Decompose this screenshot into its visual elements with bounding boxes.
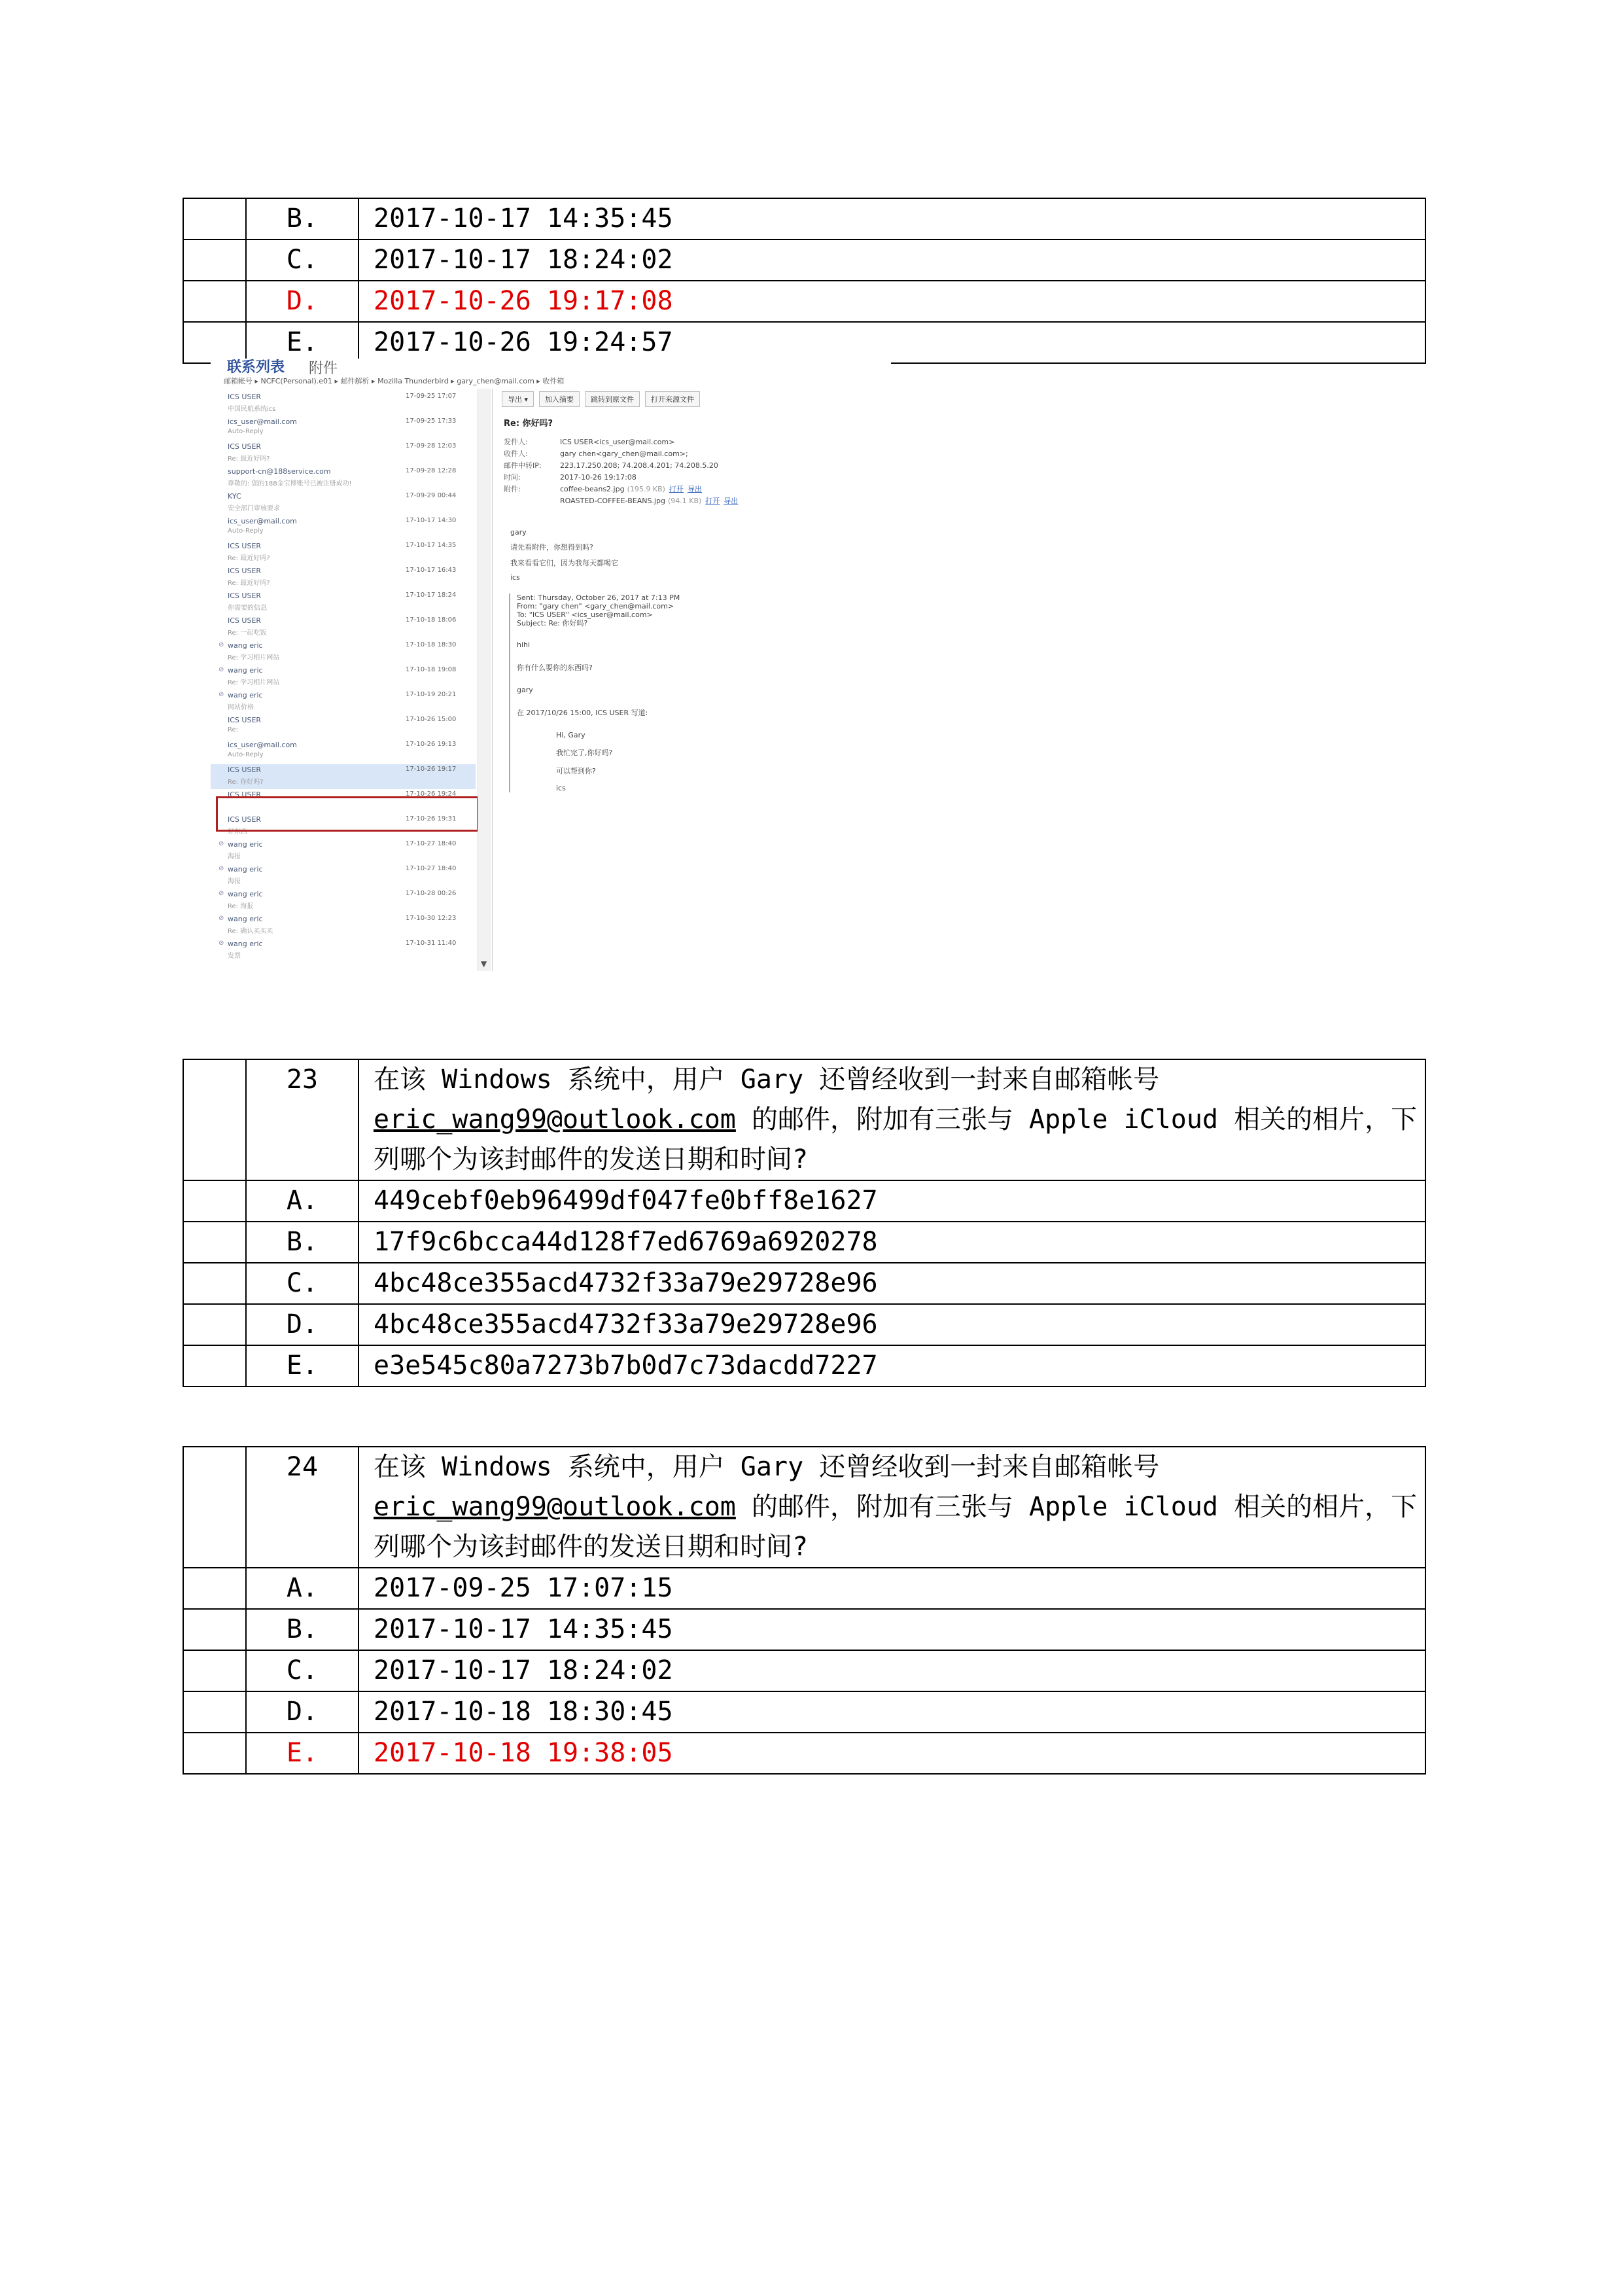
question-row: [183, 1059, 1425, 1180]
date: 17-10-26 15:00: [406, 716, 457, 723]
subject: Re: 确认买买买: [228, 928, 273, 935]
subject: 好东西: [228, 828, 247, 836]
question-line-2: 的邮件，附加有三张与 Apple iCloud 相关的相片，下: [735, 1104, 1418, 1135]
quote-header-line: From: "gary chen" <gary_chen@mail.com>: [517, 602, 674, 610]
meta-value: gary chen<gary_chen@mail.com>;: [560, 450, 688, 458]
sender: wang eric: [228, 691, 263, 699]
date: 17-09-29 00:44: [406, 492, 457, 499]
reading-pane: [504, 411, 870, 800]
subject: 你需要的信息: [228, 605, 267, 612]
option-value: 2017-10-17 18:24:02: [358, 239, 1425, 281]
list-item[interactable]: [211, 540, 476, 565]
option-value: 2017-10-17 14:35:45: [358, 1609, 1425, 1650]
blank-cell: [183, 1059, 246, 1180]
quote-line: 你有什么要你的东西吗?: [517, 663, 593, 672]
question-text: [358, 1447, 1425, 1568]
quote-header-line: Subject: Re: 你好吗?: [517, 619, 588, 627]
option-row: [183, 281, 1425, 322]
meta-row: [504, 472, 870, 484]
date: 17-09-25 17:33: [406, 417, 457, 425]
sender: ics_user@mail.com: [228, 417, 297, 426]
blank-cell: [183, 1180, 246, 1222]
date: 17-09-25 17:07: [406, 393, 457, 400]
blank-cell: [183, 1304, 246, 1345]
attachment-icon: ⊘: [218, 915, 224, 922]
option-label: D.: [246, 1691, 358, 1733]
question-line-2: 的邮件，附加有三张与 Apple iCloud 相关的相片，下: [735, 1492, 1418, 1522]
selected-message-highlight: [216, 796, 479, 832]
list-item[interactable]: [211, 590, 476, 615]
sender: ICS USER: [228, 542, 262, 550]
question-row: [183, 1447, 1425, 1568]
question-number: 24: [246, 1447, 358, 1568]
question-line-3: 列哪个为该封邮件的发送日期和时间?: [374, 1532, 809, 1562]
date: 17-10-30 12:23: [406, 915, 457, 922]
option-row: [183, 239, 1425, 281]
question-24-table: [183, 1446, 1426, 1775]
subject: Re: 最近好吗?: [228, 455, 270, 463]
attachment-icon: ⊘: [218, 666, 224, 673]
blank-cell: [183, 1568, 246, 1609]
message-body: [504, 528, 870, 582]
date: 17-09-28 12:28: [406, 467, 457, 474]
sender: ICS USER: [228, 616, 262, 625]
date: 17-10-17 14:30: [406, 517, 457, 524]
meta-value: 223.17.250.208; 74.208.4.201; 74.208.5.20: [560, 461, 718, 470]
subject: Auto-Reply: [228, 527, 264, 535]
option-row: [183, 1180, 1425, 1222]
sender: wang eric: [228, 641, 263, 650]
attachment-icon: ⊘: [218, 840, 224, 847]
toolbar-button[interactable]: 导出 ▾: [502, 391, 534, 407]
subject: 尊敬的: 您的188金宝博账号已被注册成功!: [228, 480, 352, 487]
list-item[interactable]: [211, 889, 476, 913]
export-link[interactable]: 导出: [687, 485, 702, 493]
body-line: gary: [510, 528, 527, 537]
inner-quote-body: [556, 731, 870, 792]
question-line-3: 列哪个为该封邮件的发送日期和时间?: [374, 1144, 809, 1174]
subject: 网站价格: [228, 704, 254, 711]
attachment-icon: ⊘: [218, 890, 224, 897]
email-address: eric_wang99@outlook.com: [374, 1104, 736, 1135]
sender: ICS USER: [228, 592, 262, 600]
blank-cell: [183, 198, 246, 239]
list-item[interactable]: [211, 466, 476, 491]
blank-cell: [183, 1222, 246, 1263]
quote-line: hihi: [517, 641, 531, 649]
option-label: C.: [246, 1650, 358, 1691]
date: 17-10-26 19:13: [406, 741, 457, 748]
email-address: eric_wang99@outlook.com: [374, 1492, 736, 1522]
date: 17-09-28 12:03: [406, 442, 457, 450]
blank-cell: [183, 1447, 246, 1568]
blank-cell: [183, 1263, 246, 1304]
question-text: [358, 1059, 1425, 1180]
subject: 中国民航系统ics: [228, 406, 276, 413]
question-number: 23: [246, 1059, 358, 1180]
contacts-tab-label: 联系列表: [227, 359, 285, 376]
date: 17-10-27 18:40: [406, 865, 457, 872]
mail-client-screenshot: [211, 359, 891, 974]
option-row: [183, 1691, 1425, 1733]
inner-quote-header: 在 2017/10/26 15:00, ICS USER 写道:: [517, 709, 648, 717]
subject: Re: 你好吗?: [228, 779, 264, 786]
sender: support-cn@188service.com: [228, 467, 331, 476]
subject: 安全部门审核要求: [228, 505, 280, 512]
list-item[interactable]: [211, 913, 476, 938]
option-label: D.: [246, 1304, 358, 1345]
quote-header: [517, 593, 870, 627]
meta-key: 收件人:: [504, 450, 528, 458]
option-value: e3e545c80a7273b7b0d7c73dacdd7227: [358, 1345, 1425, 1386]
option-value: 4bc48ce355acd4732f33a79e29728e96: [358, 1304, 1425, 1345]
list-item[interactable]: [211, 715, 476, 739]
option-label: B.: [246, 198, 358, 239]
sender: ICS USER: [228, 766, 262, 774]
inner-line: 我忙完了,你好吗?: [556, 749, 613, 757]
option-value: 17f9c6bcca44d128f7ed6769a6920278: [358, 1222, 1425, 1263]
date: 17-10-31 11:40: [406, 940, 457, 947]
subject: Re: 最近好吗?: [228, 555, 270, 562]
sender: KYC: [228, 492, 241, 501]
meta-row: [504, 436, 870, 448]
sender: wang eric: [228, 940, 263, 948]
list-item[interactable]: [211, 565, 476, 590]
option-label: A.: [246, 1180, 358, 1222]
list-item[interactable]: [211, 864, 476, 889]
option-label: E.: [246, 1345, 358, 1386]
attachment-size: (195.9 KB): [627, 485, 665, 493]
list-item[interactable]: [211, 665, 476, 690]
date: 17-10-26 19:31: [406, 815, 457, 822]
option-value: 2017-10-26 19:17:08: [358, 281, 1425, 322]
option-row: [183, 1304, 1425, 1345]
quote-header-line: Sent: Thursday, October 26, 2017 at 7:13 PM: [517, 593, 680, 602]
list-item[interactable]: [211, 764, 476, 789]
blank-cell: [183, 1345, 246, 1386]
list-item[interactable]: [211, 640, 476, 665]
toolbar-button[interactable]: 加入摘要: [539, 391, 580, 407]
attachment-row: [504, 484, 870, 495]
top-options-table: [183, 198, 1426, 364]
option-value: 2017-09-25 17:07:15: [358, 1568, 1425, 1609]
attachment-name: ROASTED-COFFEE-BEANS.jpg: [560, 497, 665, 505]
question-line-1: 在该 Windows 系统中，用户 Gary 还曾经收到一封来自邮箱帐号: [374, 1452, 1160, 1482]
option-row: [183, 322, 1425, 363]
body-line: ics: [510, 573, 520, 582]
blank-cell: [183, 1609, 246, 1650]
quote-header-line: To: "ICS USER" <ics_user@mail.com>: [517, 610, 653, 619]
subject: Re: 最近好吗?: [228, 580, 270, 587]
date: 17-10-17 18:24: [406, 592, 457, 599]
date: 17-10-19 20:21: [406, 691, 457, 698]
option-label: B.: [246, 1222, 358, 1263]
subject: Re: 学习相片网站: [228, 654, 280, 662]
sender: ICS USER: [228, 790, 262, 799]
subject: Re: 海报: [228, 903, 254, 910]
toolbar-button[interactable]: 打开来源文件: [645, 391, 700, 407]
export-link[interactable]: 导出: [724, 497, 739, 505]
inner-line: Hi, Gary: [556, 731, 585, 739]
subject: Re: 一起吃饭: [228, 629, 267, 637]
option-row: [183, 198, 1425, 239]
list-item[interactable]: [211, 938, 476, 963]
subject: 海报: [228, 878, 241, 885]
blank-cell: [183, 322, 246, 363]
sender: wang eric: [228, 865, 263, 874]
list-item[interactable]: [211, 739, 476, 764]
open-link[interactable]: 打开: [705, 497, 720, 505]
subject: Auto-Reply: [228, 428, 264, 435]
option-label: C.: [246, 1263, 358, 1304]
option-label: E.: [246, 1733, 358, 1774]
attachment-key: 附件:: [504, 485, 521, 493]
attachments-tab-label: 附件: [309, 361, 338, 377]
quoted-message: [509, 593, 870, 792]
date: 17-10-18 18:06: [406, 616, 457, 624]
body-line: 请先看附件，你想得到吗?: [510, 543, 593, 552]
sender: ICS USER: [228, 716, 262, 724]
option-row: [183, 1263, 1425, 1304]
date: 17-10-26 19:17: [406, 766, 457, 773]
open-link[interactable]: 打开: [669, 485, 684, 493]
inner-line: 可以帮到你?: [556, 767, 596, 775]
sender: wang eric: [228, 840, 263, 849]
attachment-row: [504, 495, 870, 507]
date: 17-10-27 18:40: [406, 840, 457, 847]
subject: Re: 学习相片网站: [228, 679, 280, 686]
message-list: [211, 389, 493, 971]
body-line: 我来看看它们，因为我每天都喝它: [510, 559, 618, 567]
scroll-down-icon[interactable]: ▼: [481, 959, 487, 968]
option-row: [183, 1222, 1425, 1263]
message-subject: Re: 你好吗?: [504, 419, 553, 429]
option-row: [183, 1568, 1425, 1609]
option-label: B.: [246, 1609, 358, 1650]
option-value: 449cebf0eb96499df047fe0bff8e1627: [358, 1180, 1425, 1222]
meta-key: 发件人:: [504, 438, 528, 446]
sender: ICS USER: [228, 815, 262, 824]
list-item[interactable]: [211, 615, 476, 640]
option-row: [183, 1650, 1425, 1691]
toolbar-button[interactable]: 跳转到原文件: [585, 391, 640, 407]
subject: 发票: [228, 953, 241, 960]
option-value: 2017-10-18 19:38:05: [358, 1733, 1425, 1774]
sender: ICS USER: [228, 393, 262, 401]
list-item[interactable]: [211, 839, 476, 864]
option-label: C.: [246, 239, 358, 281]
blank-cell: [183, 1691, 246, 1733]
subject: Re:: [228, 726, 239, 733]
sender: ics_user@mail.com: [228, 517, 297, 525]
attachment-icon: ⊘: [218, 865, 224, 872]
attachment-icon: ⊘: [218, 691, 224, 698]
sender: ICS USER: [228, 442, 262, 451]
attachment-icon: ⊘: [218, 940, 224, 947]
option-value: 4bc48ce355acd4732f33a79e29728e96: [358, 1263, 1425, 1304]
quote-line: gary: [517, 686, 533, 694]
inner-line: ics: [556, 784, 566, 792]
option-row: [183, 1345, 1425, 1386]
attachment-size: (94.1 KB): [667, 497, 702, 505]
list-item[interactable]: [211, 441, 476, 466]
sender: ICS USER: [228, 567, 262, 575]
meta-row: [504, 448, 870, 460]
blank-cell: [183, 1733, 246, 1774]
list-item[interactable]: [211, 391, 476, 416]
sender: wang eric: [228, 890, 263, 898]
list-item[interactable]: [211, 516, 476, 540]
blank-cell: [183, 239, 246, 281]
date: 17-10-18 19:08: [406, 666, 457, 673]
breadcrumb: 邮箱帐号 ▸ NCFC(Personal).e01 ▸ 邮件解析 ▸ Mozilla Thunderbird ▸ gary_chen@mail.com ▸ 收件箱: [224, 377, 565, 385]
date: 17-10-18 18:30: [406, 641, 457, 648]
list-scrollbar[interactable]: [478, 389, 491, 971]
sender: wang eric: [228, 915, 263, 923]
option-value: 2017-10-18 18:30:45: [358, 1691, 1425, 1733]
blank-cell: [183, 1650, 246, 1691]
sender: wang eric: [228, 666, 263, 675]
date: 17-10-26 19:24: [406, 790, 457, 798]
date: 17-10-17 16:43: [406, 567, 457, 574]
reader-toolbar: [502, 391, 705, 407]
meta-value: ICS USER<ics_user@mail.com>: [560, 438, 675, 446]
option-label: D.: [246, 281, 358, 322]
list-item[interactable]: [211, 491, 476, 516]
meta-value: 2017-10-26 19:17:08: [560, 473, 637, 482]
date: 17-10-17 14:35: [406, 542, 457, 549]
option-value: 2017-10-17 14:35:45: [358, 198, 1425, 239]
option-value: 2017-10-17 18:24:02: [358, 1650, 1425, 1691]
option-label: E.: [246, 322, 358, 363]
message-meta: [504, 436, 870, 484]
date: 17-10-28 00:26: [406, 890, 457, 897]
meta-key: 时间:: [504, 473, 521, 482]
blank-cell: [183, 281, 246, 322]
meta-row: [504, 460, 870, 472]
sender: ics_user@mail.com: [228, 741, 297, 749]
option-label: A.: [246, 1568, 358, 1609]
option-row: [183, 1609, 1425, 1650]
attachment-name: coffee-beans2.jpg: [560, 485, 625, 493]
meta-key: 邮件中转IP:: [504, 461, 542, 470]
option-row: [183, 1733, 1425, 1774]
attachment-list: [504, 484, 870, 507]
question-23-table: [183, 1059, 1426, 1387]
question-line-1: 在该 Windows 系统中，用户 Gary 还曾经收到一封来自邮箱帐号: [374, 1065, 1160, 1095]
option-value: 2017-10-26 19:24:57: [358, 322, 1425, 363]
subject: Auto-Reply: [228, 751, 264, 758]
attachment-icon: ⊘: [218, 641, 224, 648]
subject: 海报: [228, 853, 241, 860]
list-item[interactable]: [211, 416, 476, 441]
list-item[interactable]: [211, 690, 476, 715]
quote-body: [517, 641, 870, 694]
